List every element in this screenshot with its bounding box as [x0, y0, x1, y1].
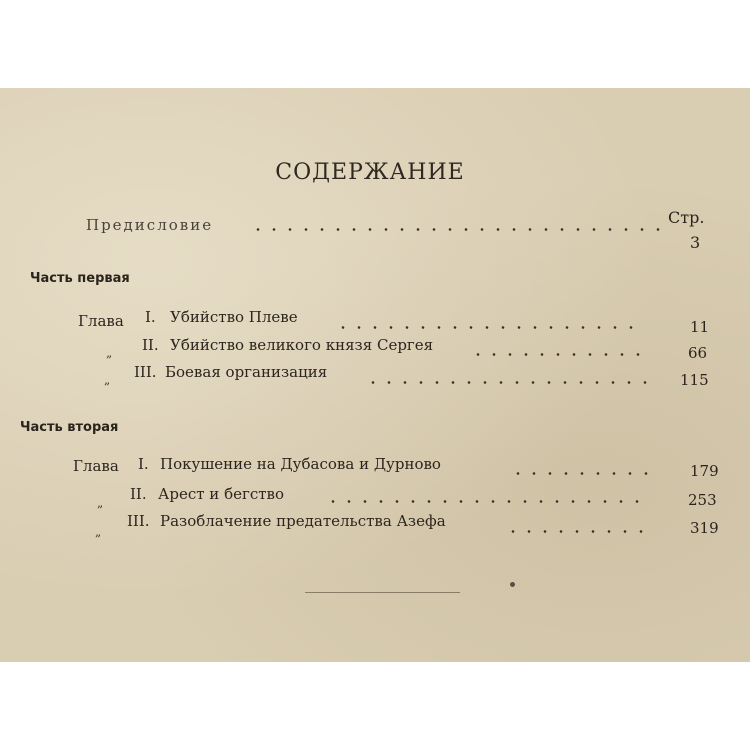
closing-rule	[305, 592, 460, 593]
chapter-title: Убийство великого князя Сергея	[170, 336, 434, 354]
chapter-page-number: 179	[690, 462, 719, 480]
book-page	[0, 88, 750, 662]
leader-dots	[470, 353, 645, 356]
chapter-title: Разоблачение предательства Азефа	[160, 512, 446, 530]
chapter-title: Арест и бегство	[158, 485, 285, 503]
closing-ornament	[510, 582, 515, 587]
foreword-label: Предисловие	[86, 216, 214, 234]
leader-dots	[510, 472, 650, 475]
chapter-numeral: II.	[130, 485, 147, 503]
chapter-prefix: Глава	[78, 312, 124, 330]
part-one-heading: Часть первая	[30, 271, 130, 286]
chapter-page-number: 11	[690, 318, 710, 336]
chapter-numeral: II.	[142, 336, 159, 354]
part-two-heading: Часть вторая	[20, 420, 119, 435]
toc-title: СОДЕРЖАНИЕ	[275, 160, 465, 185]
chapter-title: Боевая организация	[165, 363, 328, 381]
chapter-numeral: I.	[145, 308, 156, 326]
chapter-prefix: Глава	[73, 457, 119, 475]
chapter-title: Убийство Плеве	[170, 308, 298, 326]
ditto-mark: „	[95, 525, 102, 539]
page-column-label: Стр.	[668, 208, 705, 227]
chapter-page-number: 115	[680, 371, 709, 389]
leader-dots	[335, 326, 645, 329]
chapter-numeral: III.	[134, 363, 157, 381]
chapter-numeral: III.	[127, 512, 150, 530]
ditto-mark: „	[106, 346, 113, 360]
chapter-title: Покушение на Дубасова и Дурново	[160, 455, 441, 473]
chapter-page-number: 319	[690, 519, 719, 537]
leader-dots	[325, 500, 640, 503]
ditto-mark: „	[97, 496, 104, 510]
leader-dots	[505, 530, 655, 533]
leader-dots	[365, 381, 650, 384]
chapter-numeral: I.	[138, 455, 149, 473]
chapter-page-number: 253	[688, 491, 717, 509]
foreword-leader-dots	[250, 228, 660, 231]
ditto-mark: „	[104, 373, 111, 387]
foreword-page-number: 3	[690, 233, 701, 252]
chapter-page-number: 66	[688, 344, 708, 362]
